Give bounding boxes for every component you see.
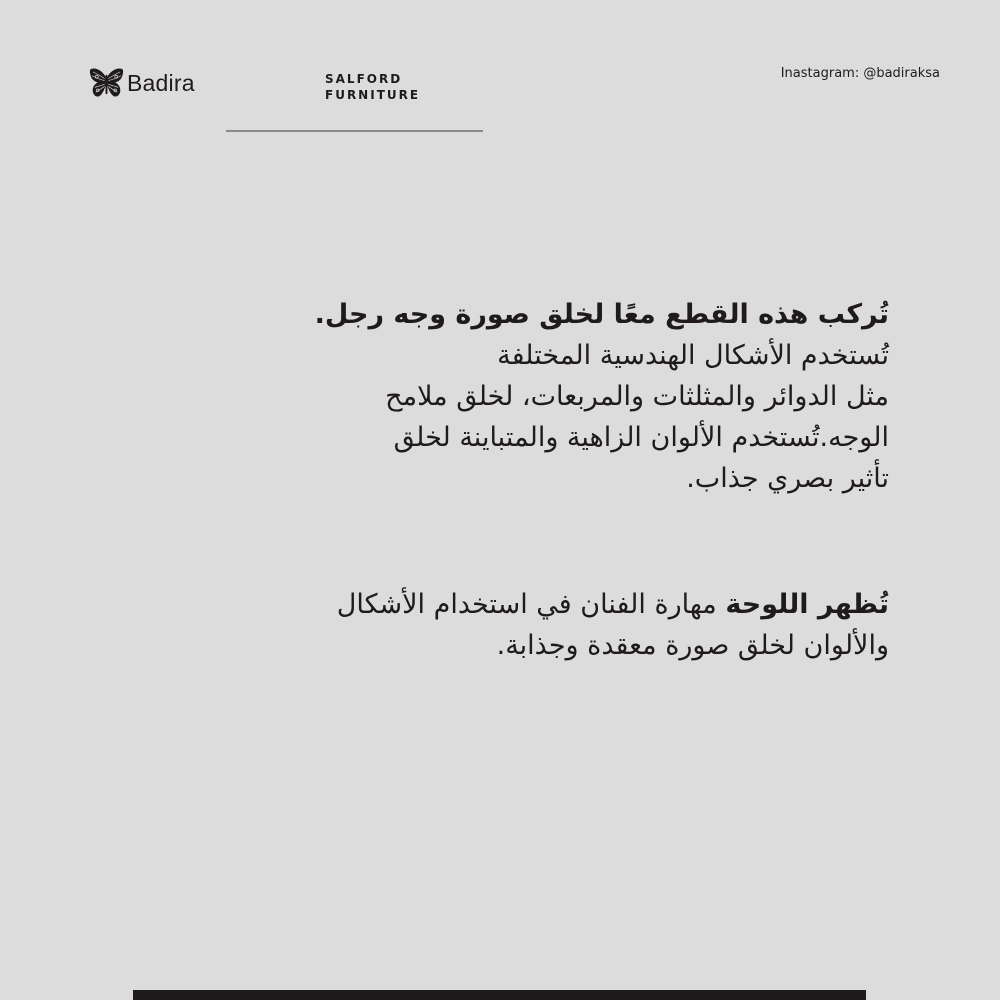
paragraph-2-line-1-rest: مهارة الفنان في استخدام الأشكال: [336, 589, 726, 620]
paragraph-2-line-1: [249, 584, 889, 625]
paragraph-1-line-2: تُستخدم الأشكال الهندسية المختلفة: [497, 340, 889, 371]
brand-logo: [89, 67, 195, 99]
description-paragraph-2: [249, 584, 889, 666]
header-divider: [226, 130, 483, 132]
instagram-handle: Inastagram: @badiraksa: [780, 66, 940, 81]
paragraph-1-line-4: الوجه.تُستخدم الألوان الزاهية والمتباينة لخلق: [393, 422, 889, 453]
butterfly-icon: [89, 68, 124, 99]
paragraph-1-line-3: مثل الدوائر والمثلثات والمربعات، لخلق ملامح: [385, 381, 889, 412]
description-paragraph-1: [249, 294, 889, 499]
paragraph-1-line-5: تأثير بصري جذاب.: [686, 463, 889, 494]
partner-logo: [325, 71, 420, 103]
footer-bar: [133, 990, 866, 1000]
paragraph-2-line-2: والألوان لخلق صورة معقدة وجذابة.: [496, 630, 889, 661]
partner-line-2: FURNITURE: [325, 88, 421, 102]
brand-name: Badira: [127, 69, 195, 96]
paragraph-2-bold-lead: تُظهر اللوحة: [725, 589, 889, 620]
paragraph-1-heading: تُركب هذه القطع معًا لخلق صورة وجه رجل.: [314, 299, 889, 330]
partner-line-1: SALFORD: [325, 72, 403, 86]
